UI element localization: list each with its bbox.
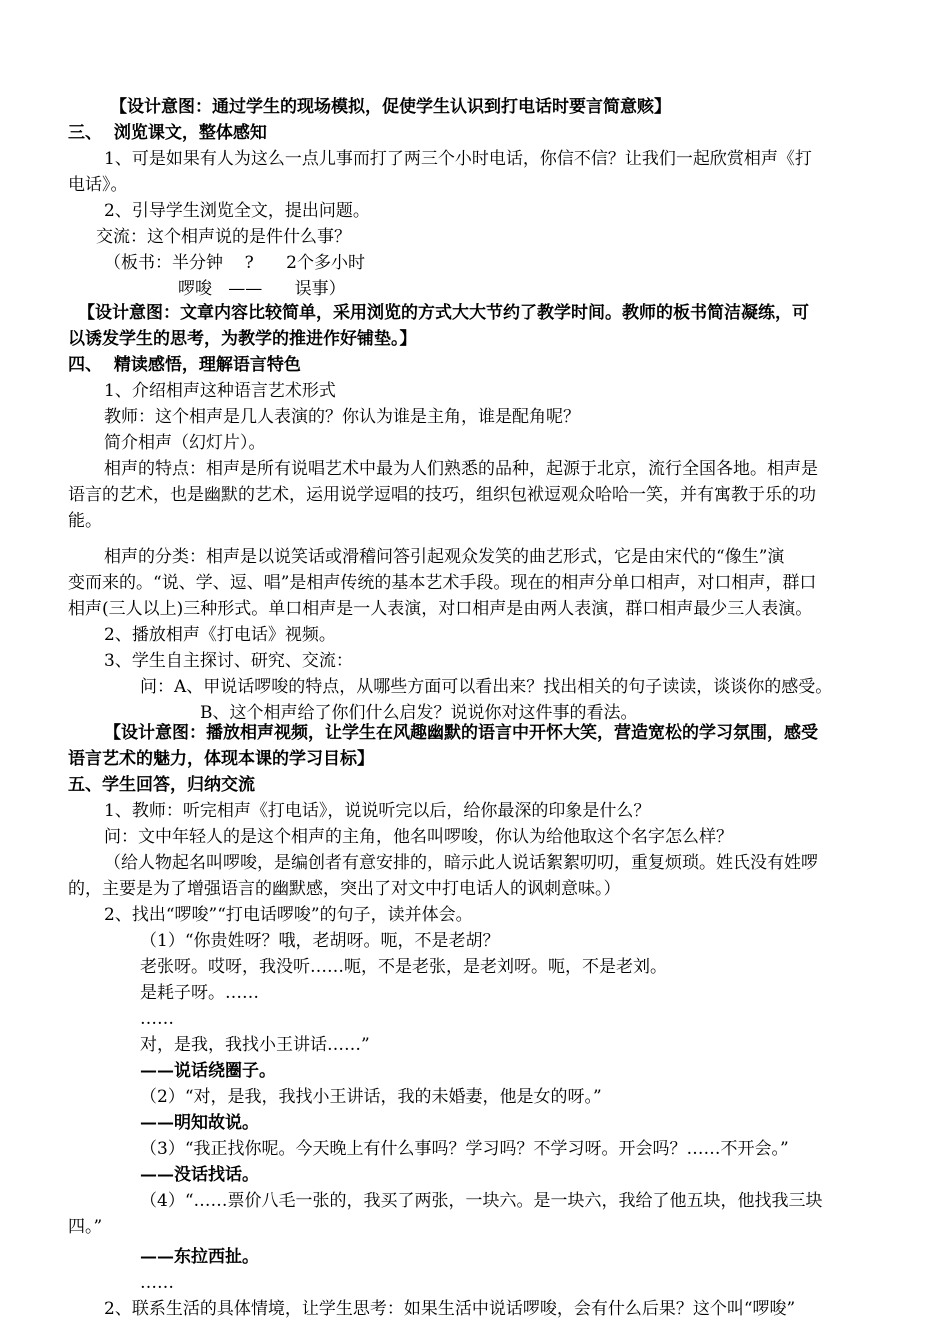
- paragraph: （给人物起名叫啰唆，是编创者有意安排的，暗示此人说话絮絮叨叨，重复烦琐。姓氏没有姓啰: [104, 853, 818, 873]
- paragraph: 1、可是如果有人为这么一点儿事而打了两三个小时电话，你信不信？让我们一起欣赏相声《打: [104, 149, 812, 169]
- design-intent-3: 【设计意图：播放相声视频，让学生在风趣幽默的语言中开怀大笑，营造宽松的学习氛围，感受: [104, 723, 818, 743]
- paragraph: 变而来的。“说、学、逗、唱”是相声传统的基本艺术手段。现在的相声分单口相声，对口相声，群口: [68, 573, 817, 593]
- quote: （4）“……票价八毛一张的，我买了两张，一块六。是一块六，我给了他五块，他找我三块: [140, 1191, 823, 1211]
- paragraph: 交流：这个相声说的是件什么事？: [96, 227, 351, 247]
- paragraph: 简介相声（幻灯片）。: [104, 433, 266, 453]
- paragraph: 1、教师：听完相声《打电话》，说说听完以后，给你最深的印象是什么？: [104, 801, 651, 821]
- section-3-heading: 三、 浏览课文，整体感知: [68, 123, 267, 143]
- quote: （2）“对，是我，我找小王讲话，我的未婚妻，他是女的呀。”: [140, 1087, 602, 1107]
- paragraph: 的，主要是为了增强语言的幽默感，突出了对文中打电话人的讽刺意味。）: [68, 879, 621, 899]
- quote: （1）“你贵姓呀？哦，老胡呀。呃，不是老胡？: [140, 931, 500, 951]
- question-a: 问：A、甲说话啰唆的特点，从哪些方面可以看出来？找出相关的句子读读，谈谈你的感受。: [140, 677, 833, 697]
- paragraph: 1、介绍相声这种语言艺术形式: [104, 381, 336, 401]
- paragraph: 2、找出“啰唆”“打电话啰唆”的句子，读并体会。: [104, 905, 473, 925]
- paragraph: 语言的艺术，也是幽默的艺术，运用说学逗唱的技巧，组织包袱逗观众哈哈一笑，并有寓教于乐的功: [68, 485, 816, 505]
- board-notes: （板书：半分钟 ? 2个多小时: [104, 253, 365, 273]
- design-intent-3: 语言艺术的魅力，体现本课的学习目标】: [68, 749, 374, 769]
- quote: 四。”: [68, 1217, 103, 1237]
- quote: ……: [140, 1273, 174, 1293]
- quote-comment: ——东拉西扯。: [140, 1247, 259, 1267]
- quote: 老张呀。哎呀，我没听……呃，不是老张，是老刘呀。呃，不是老刘。: [140, 957, 667, 977]
- paragraph: 相声(三人以上)三种形式。单口相声是一人表演，对口相声是由两人表演，群口相声最少三人表演。: [68, 599, 813, 619]
- question-b: B、这个相声给了你们什么启发？说说你对这件事的看法。: [200, 703, 638, 723]
- quote: 对，是我，我找小王讲话……”: [140, 1035, 370, 1055]
- quote: ……: [140, 1009, 174, 1029]
- design-intent-1: 【设计意图：通过学生的现场模拟，促使学生认识到打电话时要言简意赅】: [110, 97, 671, 117]
- design-intent-2: 以诱发学生的思考，为教学的推进作好铺垫。】: [68, 329, 417, 349]
- paragraph: 2、播放相声《打电话》视频。: [104, 625, 336, 645]
- paragraph: 问：文中年轻人的是这个相声的主角，他名叫啰唆，你认为给他取这个名字怎么样？: [104, 827, 733, 847]
- paragraph: 教师：这个相声是几人表演的？你认为谁是主角，谁是配角呢？: [104, 407, 580, 427]
- quote-comment: ——说话绕圈子。: [140, 1061, 276, 1081]
- section-5-heading: 五、学生回答，归纳交流: [68, 775, 255, 795]
- quote-comment: ——没话找话。: [140, 1165, 259, 1185]
- paragraph: 2、引导学生浏览全文，提出问题。: [104, 201, 370, 221]
- paragraph: 能。: [68, 511, 102, 531]
- quote-comment: ——明知故说。: [140, 1113, 259, 1133]
- quote: 是耗子呀。……: [140, 983, 259, 1003]
- board-notes: 啰唆 —— 误事）: [178, 279, 346, 299]
- paragraph: 电话》。: [68, 175, 128, 195]
- paragraph: 2、联系生活的具体情境，让学生思考：如果生活中说话啰唆，会有什么后果？这个叫“啰唆”: [104, 1299, 796, 1319]
- paragraph: 3、学生自主探讨、研究、交流：: [104, 651, 353, 671]
- design-intent-2: 【设计意图：文章内容比较简单，采用浏览的方式大大节约了教学时间。教师的板书简洁凝练，可: [78, 303, 809, 323]
- section-4-heading: 四、 精读感悟，理解语言特色: [68, 355, 301, 375]
- paragraph: 相声的分类：相声是以说笑话或滑稽问答引起观众发笑的曲艺形式，它是由宋代的“像生”演: [104, 547, 785, 567]
- paragraph: 相声的特点：相声是所有说唱艺术中最为人们熟悉的品种，起源于北京，流行全国各地。相声是: [104, 459, 818, 479]
- quote: （3）“我正找你呢。今天晚上有什么事吗？学习吗？不学习呀。开会吗？……不开会。”: [140, 1139, 789, 1159]
